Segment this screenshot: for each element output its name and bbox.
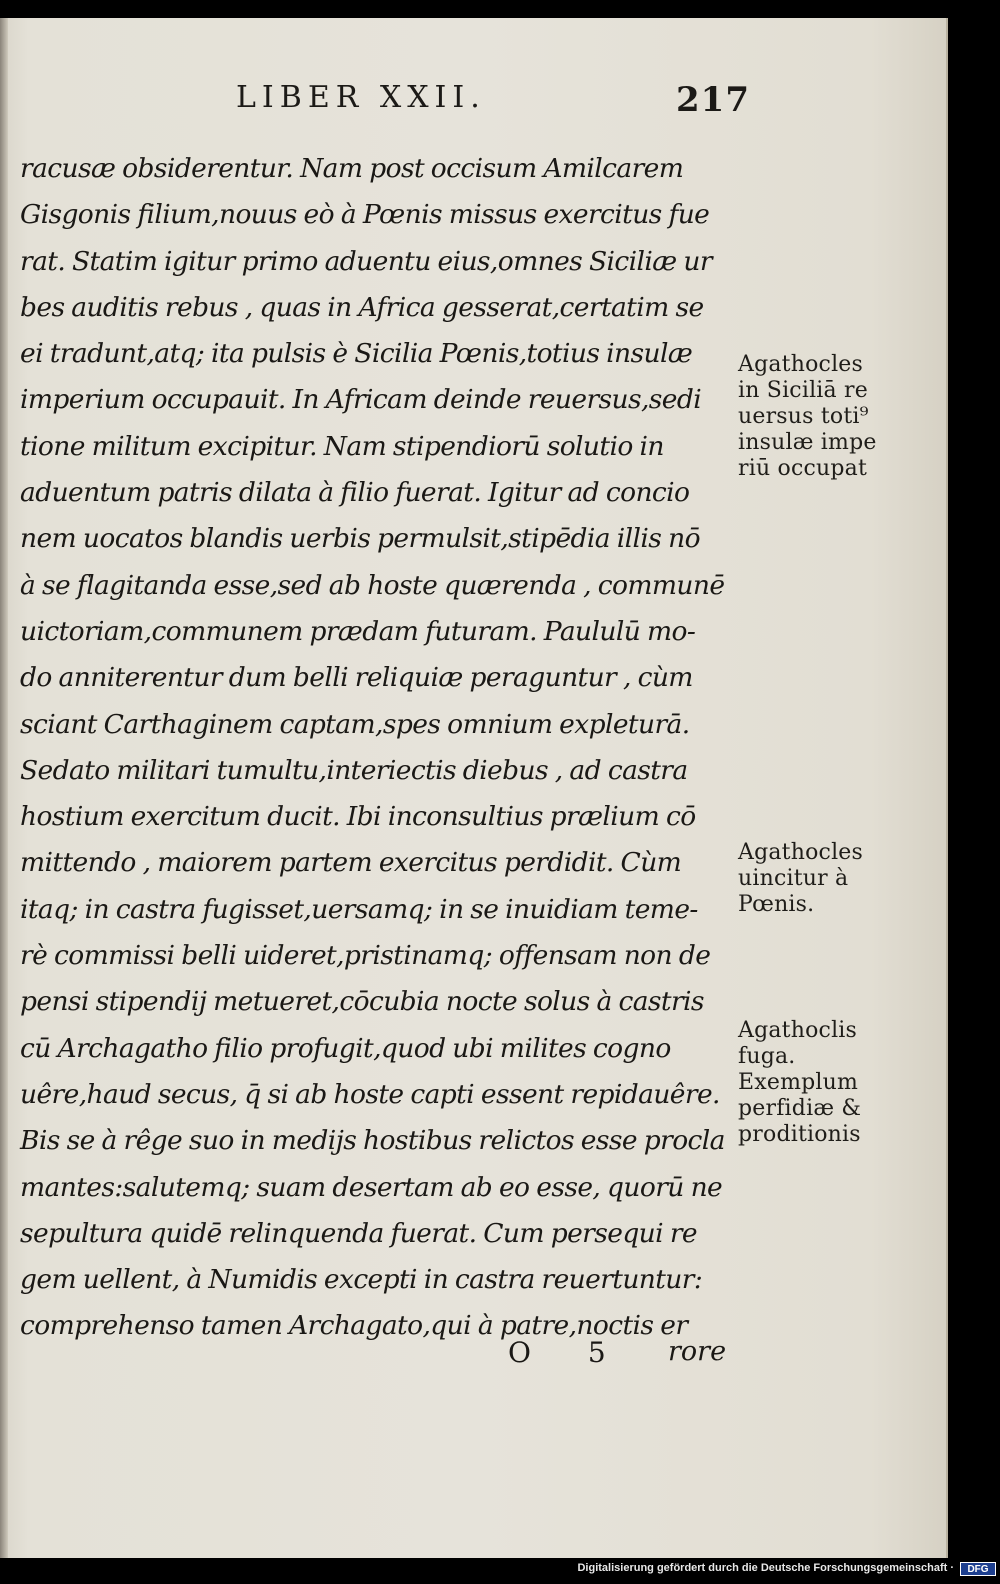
side-note-line: riū occupat <box>738 456 868 481</box>
text-line: cū Archagatho filio profugit,quod ubi milites cogno <box>20 1032 671 1064</box>
text-line: itaq; in castra fugisset,uersamq; in se inuidiam teme- <box>20 893 698 925</box>
side-note-line: in Siciliā re <box>738 378 868 403</box>
side-note-line: Exemplum <box>738 1070 859 1095</box>
side-note-line: Agathocles <box>738 352 864 377</box>
text-line: racusæ obsiderentur. Nam post occisum Amilcarem <box>20 153 684 184</box>
running-head-title: LIBER XXII. <box>236 80 486 115</box>
digitization-footer <box>0 1558 1000 1584</box>
page-number: 217 <box>676 80 750 120</box>
text-line: aduentum patris dilata à filio fuerat. Igitur ad concio <box>20 477 690 509</box>
text-line: sciant Carthaginem captam,spes omnium expleturā. <box>20 708 690 740</box>
text-line: comprehenso tamen Archagato,qui à patre,noctis er <box>20 1310 688 1342</box>
text-line: rat. Statim igitur primo aduentu eius,omnes Siciliæ ur <box>20 245 712 277</box>
side-note-line: perfidiæ & <box>738 1096 862 1121</box>
text-line: hostium exercitum ducit. Ibi inconsultius prælium cō <box>20 801 696 833</box>
text-line: mantes:salutemq; suam desertam ab eo esse, quorū ne <box>20 1171 723 1203</box>
side-note-line: Agathoclis <box>738 1018 858 1043</box>
text-line: rè commissi belli uideret,pristinamq; offensam non de <box>20 940 711 972</box>
text-line: uictoriam,communem prædam futuram. Paululū mo- <box>20 615 696 647</box>
text-line: tione militum excipitur. Nam stipendiorū solutio in <box>20 430 664 462</box>
text-line: imperium occupauit. In Africam deinde reuersus,sedi <box>20 384 702 416</box>
text-line: à se flagitanda esse,sed ab hoste quærenda , communē <box>20 569 725 601</box>
side-note-line: uincitur à <box>738 866 849 891</box>
side-note-agathocles-defeated <box>738 840 943 918</box>
text-line: Bis se à rêge suo in medijs hostibus relictos esse procla <box>20 1125 725 1157</box>
side-note-line: Agathocles <box>738 840 864 865</box>
side-note-line: fuga. <box>738 1044 796 1069</box>
side-note-line: proditionis <box>738 1122 861 1147</box>
catchword: rore <box>668 1336 727 1367</box>
text-line: uêre,haud secus, q̄ si ab hoste capti essent repidauêre. <box>20 1078 720 1110</box>
text-line: pensi stipendij metueret,cōcubia nocte solus à castris <box>20 986 704 1018</box>
running-head <box>0 80 948 120</box>
side-note-agathocles-flight <box>738 1018 943 1148</box>
side-note-line: uersus toti⁹ <box>738 404 869 429</box>
main-text-block <box>20 146 740 1350</box>
text-line: mittendo , maiorem partem exercitus perdidit. Cùm <box>20 847 682 879</box>
text-line: bes auditis rebus , quas in Africa gesserat,certatim se <box>20 291 704 323</box>
text-line: nem uocatos blandis uerbis permulsit,stipēdia illis nō <box>20 523 700 555</box>
funding-credit: Digitalisierung gefördert durch die Deutsche Forschungsgemeinschaft · <box>577 1562 954 1574</box>
text-line: Gisgonis filium,nouus eò à Pœnis missus exercitus fue <box>20 199 710 231</box>
text-line: sepultura quidē relinquenda fuerat. Cum persequi re <box>20 1217 697 1249</box>
text-line: do anniterentur dum belli reliquiæ peraguntur , cùm <box>20 662 693 694</box>
text-line: Sedato militari tumultu,interiectis diebus , ad castra <box>20 754 688 786</box>
catchline <box>0 1336 948 1380</box>
dfg-logo-icon: DFG <box>960 1562 996 1576</box>
text-line: ei tradunt,atq; ita pulsis è Sicilia Pœnis,totius insulæ <box>20 338 693 370</box>
side-note-agathocles-returns <box>738 352 943 482</box>
book-page <box>0 18 948 1558</box>
side-note-line: insulæ impe <box>738 430 877 455</box>
side-note-line: Pœnis. <box>738 892 815 917</box>
text-line: gem uellent, à Numidis excepti in castra reuertuntur: <box>20 1264 703 1296</box>
signature-mark: O 5 <box>508 1336 630 1369</box>
